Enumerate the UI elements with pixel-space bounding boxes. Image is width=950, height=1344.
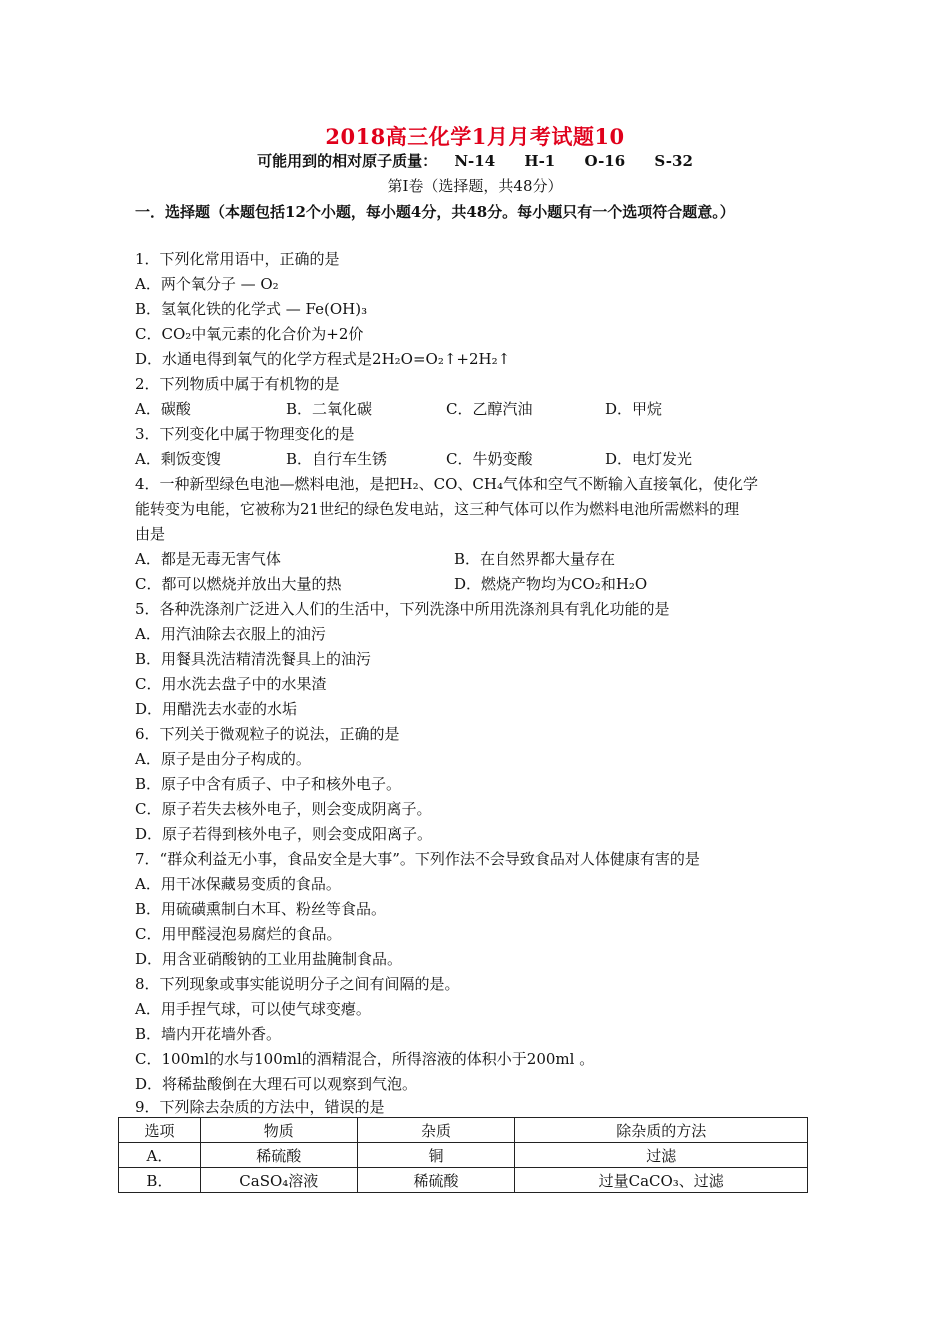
option-d: D．电灯发光 xyxy=(605,450,693,468)
option-c: C．牛奶变酸 xyxy=(446,450,533,468)
option-a: A．原子是由分子构成的。 xyxy=(135,750,311,768)
question-stem: 2．下列物质中属于有机物的是 xyxy=(135,375,340,393)
table-cell: A． xyxy=(119,1143,201,1168)
table-row xyxy=(119,1168,808,1193)
section-heading: 一．选择题（本题包括12个小题，每小题4分，共48分。每小题只有一个选项符合题意。） xyxy=(135,203,735,221)
question-stem: 9．下列除去杂质的方法中，错误的是 xyxy=(135,1098,385,1116)
question-stem: 6．下列关于微观粒子的说法，正确的是 xyxy=(135,725,400,743)
table-cell: 铜 xyxy=(357,1143,515,1168)
option-c: C．用水洗去盘子中的水果渣 xyxy=(135,675,327,693)
table-row xyxy=(119,1143,808,1168)
option-b: B．用硫磺熏制白木耳、粉丝等食品。 xyxy=(135,900,387,918)
question-stem: 能转变为电能，它被称为21世纪的绿色发电站，这三种气体可以作为燃料电池所需燃料的理 xyxy=(135,500,740,518)
table-header-row xyxy=(119,1118,808,1143)
option-a: A．用干冰保藏易变质的食品。 xyxy=(135,875,341,893)
question-stem: 由是 xyxy=(135,525,166,543)
option-a: A．剩饭变馊 xyxy=(135,450,221,468)
option-a: A．用手捏气球，可以使气球变瘪。 xyxy=(135,1000,371,1018)
impurity-table xyxy=(118,1117,808,1193)
option-d: D．原子若得到核外电子，则会变成阳离子。 xyxy=(135,825,433,843)
table-cell: 过滤 xyxy=(515,1143,808,1168)
option-c: C．原子若失去核外电子，则会变成阴离子。 xyxy=(135,800,432,818)
option-d: D．水通电得到氧气的化学方程式是2H₂O=O₂↑+2H₂↑ xyxy=(135,350,511,368)
page-title: 2018高三化学1月月考试题10 xyxy=(325,124,625,149)
atomic-mass-line xyxy=(0,150,950,171)
question-stem: 1．下列化常用语中，正确的是 xyxy=(135,250,340,268)
option-b: B．氢氧化铁的化学式 — Fe(OH)₃ xyxy=(135,300,368,318)
question-stem: 4．一种新型绿色电池—燃料电池，是把H₂、CO、CH₄气体和空气不断输入直接氧化，使化学 xyxy=(135,475,758,493)
question-stem: 3．下列变化中属于物理变化的是 xyxy=(135,425,355,443)
table-header-cell: 选项 xyxy=(119,1118,201,1143)
volume-heading: 第Ⅰ卷（选择题，共48分） xyxy=(387,177,563,195)
option-c: C．CO₂中氧元素的化合价为+2价 xyxy=(135,325,364,343)
atomic-mass-label: 可能用到的相对原子质量： xyxy=(257,152,438,170)
option-b: B．用餐具洗洁精清洗餐具上的油污 xyxy=(135,650,372,668)
table-header-cell: 物质 xyxy=(200,1118,357,1143)
question-stem: 7．“群众利益无小事，食品安全是大事”。下列作法不会导致食品对人体健康有害的是 xyxy=(135,850,700,868)
question-stem: 5．各种洗涤剂广泛进入人们的生活中，下列洗涤中所用洗涤剂具有乳化功能的是 xyxy=(135,600,670,618)
atomic-mass-item: S-32 xyxy=(654,152,693,170)
option-c: C．乙醇汽油 xyxy=(446,400,533,418)
option-a: A．都是无毒无害气体 xyxy=(135,550,281,568)
option-b: B．在自然界都大量存在 xyxy=(454,550,616,568)
atomic-mass-item: N-14 xyxy=(454,152,496,170)
option-d: D．甲烷 xyxy=(605,400,663,418)
table-cell: B． xyxy=(119,1168,201,1193)
table-cell: 稀硫酸 xyxy=(200,1143,357,1168)
atomic-mass-item: H-1 xyxy=(524,152,556,170)
table-cell: 过量CaCO₃、过滤 xyxy=(515,1168,808,1193)
option-d: D．用含亚硝酸钠的工业用盐腌制食品。 xyxy=(135,950,403,968)
option-c: C．100ml的水与100ml的酒精混合，所得溶液的体积小于200ml 。 xyxy=(135,1050,595,1068)
option-b: B．自行车生锈 xyxy=(286,450,388,468)
option-d: D．燃烧产物均为CO₂和H₂O xyxy=(454,575,648,593)
option-d: D．将稀盐酸倒在大理石可以观察到气泡。 xyxy=(135,1075,418,1093)
option-c: C．用甲醛浸泡易腐烂的食品。 xyxy=(135,925,342,943)
option-b: B．墙内开花墙外香。 xyxy=(135,1025,282,1043)
option-b: B．原子中含有质子、中子和核外电子。 xyxy=(135,775,402,793)
table-header-cell: 杂质 xyxy=(357,1118,515,1143)
table-cell: CaSO₄溶液 xyxy=(200,1168,357,1193)
atomic-mass-item: O-16 xyxy=(584,152,626,170)
question-stem: 8．下列现象或事实能说明分子之间有间隔的是。 xyxy=(135,975,460,993)
option-d: D．用醋洗去水壶的水垢 xyxy=(135,700,298,718)
table-header-cell: 除杂质的方法 xyxy=(515,1118,808,1143)
option-a: A．碳酸 xyxy=(135,400,191,418)
table-cell: 稀硫酸 xyxy=(357,1168,515,1193)
option-a: A．用汽油除去衣服上的油污 xyxy=(135,625,326,643)
option-c: C．都可以燃烧并放出大量的热 xyxy=(135,575,342,593)
option-b: B．二氧化碳 xyxy=(286,400,373,418)
option-a: A．两个氧分子 — O₂ xyxy=(135,275,279,293)
